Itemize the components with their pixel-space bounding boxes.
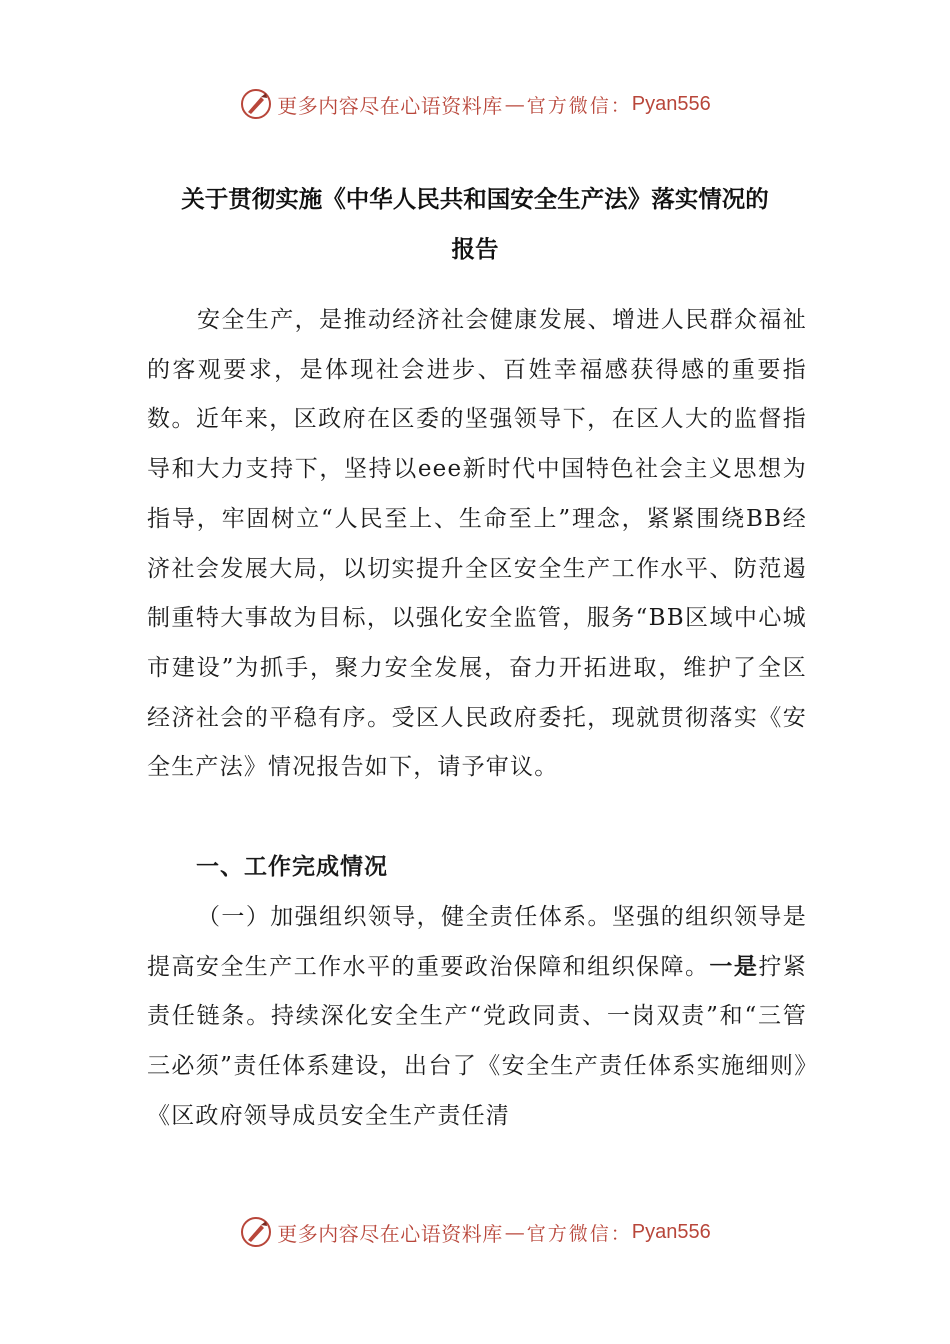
watermark-id: Pyan556	[631, 1220, 711, 1243]
watermark-dash: —	[504, 1220, 525, 1244]
document-title-line1: 关于贯彻实施《中华人民共和国安全生产法》落实情况的	[181, 185, 769, 213]
intro-paragraph: 安全生产，是推动经济社会健康发展、增进人民群众福祉的客观要求，是体现社会进步、百姓幸福感获得感的重要指数。近年来，区政府在区委的坚强领导下，在区人大的监督指导和大力支持下，坚持以eee新时代中国特色社会主义思想为指导，牢固树立“人民至上、生命至上”理念，紧紧围绕BB经济社会发展大局，以切实提升全区安全生产工作水平、防范遏制重特大事故为目标，以强化安全监管，服务“BB区域中心城市建设”为抓手，聚力安全发展，奋力开拓进取，维护了全区经济社会的平稳有序。受区人民政府委托，现就贯彻落实《安全生产法》情况报告如下，请予审议。	[147, 307, 807, 781]
subsection-text: （一）加强组织领导，健全责任体系。坚强的组织领导是提高安全生产工作水平的重要政治保障和组织保障。	[147, 904, 807, 980]
pen-logo-icon	[239, 87, 273, 121]
emphasis-text: 拧紧责任链条。持续深化安全生产“党政同责、一岗双责”和“三管三必须”责任体系建设，出台了《安全生产责任体系实施细则》《区政府领导成员安全生产责任清	[147, 953, 807, 1129]
watermark-label: 官方微信：	[526, 1222, 632, 1245]
watermark-text: 更多内容尽在心语资料库	[277, 93, 503, 118]
document-title-line2: 报告	[451, 235, 499, 263]
watermark-id: Pyan556	[631, 92, 711, 115]
watermark-label: 官方微信：	[526, 94, 632, 117]
watermark-dash: —	[504, 92, 525, 116]
watermark-footer	[0, 1212, 950, 1252]
emphasis-label: 一是	[709, 953, 759, 980]
watermark-header	[0, 84, 950, 124]
section-heading: 一、工作完成情况	[196, 854, 388, 880]
watermark-text: 更多内容尽在心语资料库	[277, 1221, 503, 1246]
subsection-paragraph	[147, 893, 807, 1142]
pen-logo-icon	[239, 1215, 273, 1249]
